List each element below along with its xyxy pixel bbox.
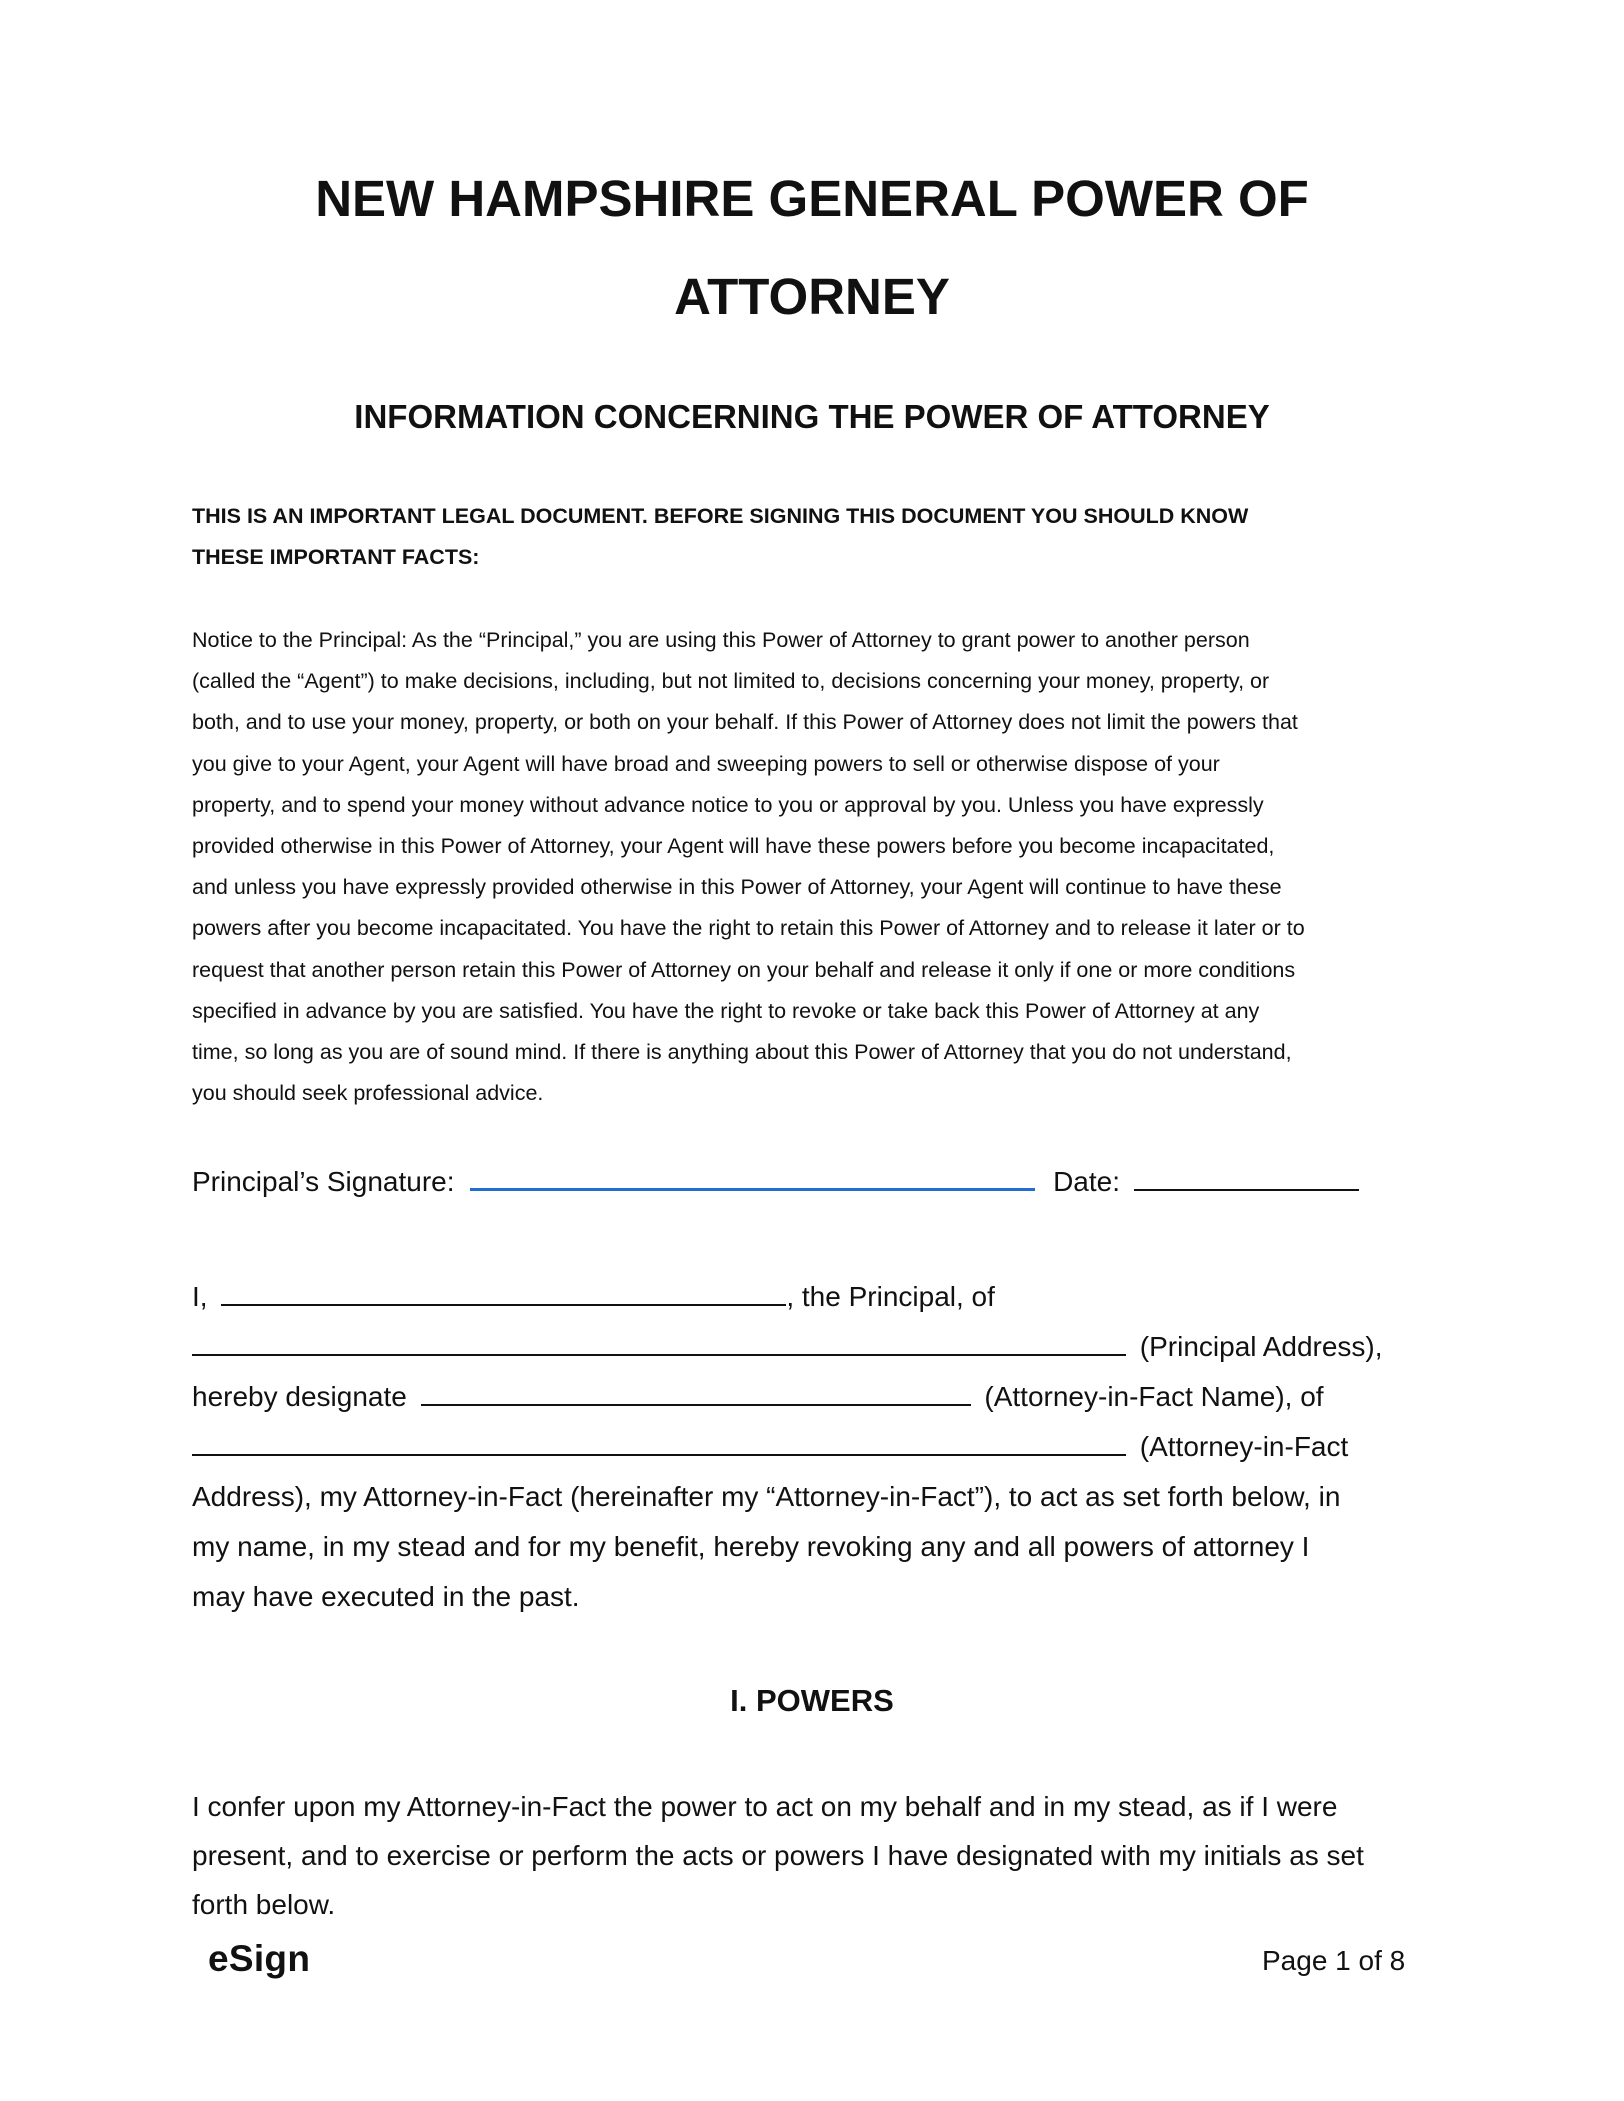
important-warning bbox=[192, 496, 1432, 578]
notice-line: property, and to spend your money without advance notice to you or approval by you. Unless you have expressly bbox=[192, 792, 1264, 817]
attorney-name-field[interactable] bbox=[421, 1382, 971, 1406]
designation-continuation: may have executed in the past. bbox=[192, 1581, 580, 1612]
section-heading-powers: I. POWERS bbox=[730, 1683, 894, 1718]
page-number: Page 1 of 8 bbox=[1262, 1945, 1406, 1976]
notice-line: both, and to use your money, property, or both on your behalf. If this Power of Attorney does not limit the powers that bbox=[192, 710, 1298, 735]
designation-line-2 bbox=[192, 1331, 1383, 1363]
esign-logo: eSign bbox=[208, 1938, 311, 1979]
notice-line: powers after you become incapacitated. You have the right to retain this Power of Attorney and to release it later or to bbox=[192, 916, 1305, 941]
notice-line: you give to your Agent, your Agent will have broad and sweeping powers to sell or otherwise dispose of your bbox=[192, 751, 1220, 776]
notice-line: request that another person retain this Power of Attorney on your behalf and release it only if one or more conditions bbox=[192, 957, 1296, 982]
attorney-address-field[interactable] bbox=[192, 1432, 1126, 1456]
warning-line: THESE IMPORTANT FACTS: bbox=[192, 545, 480, 569]
designation-continuation: Address), my Attorney-in-Fact (hereinafter my “Attorney-in-Fact”), to act as set forth below, in bbox=[192, 1481, 1341, 1512]
document-title-line-2: ATTORNEY bbox=[674, 268, 950, 325]
attorney-name-label: (Attorney-in-Fact Name), of bbox=[984, 1381, 1324, 1412]
hereby-designate-text: hereby designate bbox=[192, 1381, 407, 1412]
i-prefix: I, bbox=[192, 1281, 208, 1312]
notice-line: time, so long as you are of sound mind. If there is anything about this Power of Attorney that you do not understand, bbox=[192, 1040, 1292, 1065]
powers-paragraph-line: I confer upon my Attorney-in-Fact the power to act on my behalf and in my stead, as if I were bbox=[192, 1791, 1338, 1822]
principal-address-field[interactable] bbox=[192, 1332, 1126, 1356]
designation-line-3 bbox=[192, 1381, 1324, 1413]
principal-address-label: (Principal Address), bbox=[1139, 1331, 1383, 1362]
document-subtitle: INFORMATION CONCERNING THE POWER OF ATTORNEY bbox=[354, 398, 1270, 435]
notice-to-principal bbox=[192, 620, 1432, 1114]
date-label: Date: bbox=[1053, 1166, 1121, 1197]
powers-paragraph-line: present, and to exercise or perform the acts or powers I have designated with my initials as set bbox=[192, 1840, 1364, 1871]
powers-paragraph-line: forth below. bbox=[192, 1889, 336, 1920]
principal-signature-label: Principal’s Signature: bbox=[192, 1166, 455, 1197]
notice-line: (called the “Agent”) to make decisions, including, but not limited to, decisions concerning your money, property, or bbox=[192, 669, 1270, 694]
notice-line: provided otherwise in this Power of Attorney, your Agent will have these powers before you become incapacitated, bbox=[192, 834, 1275, 859]
principal-of-text: , the Principal, of bbox=[786, 1281, 995, 1312]
signature-row bbox=[192, 1166, 1359, 1198]
designation-line-1 bbox=[192, 1281, 995, 1313]
notice-line: you should seek professional advice. bbox=[192, 1081, 544, 1106]
attorney-address-label: (Attorney-in-Fact bbox=[1139, 1431, 1349, 1462]
principal-signature-field[interactable] bbox=[470, 1166, 1035, 1191]
designation-line-4 bbox=[192, 1431, 1348, 1463]
warning-line: THIS IS AN IMPORTANT LEGAL DOCUMENT. BEFORE SIGNING THIS DOCUMENT YOU SHOULD KNOW bbox=[192, 504, 1249, 528]
principal-name-field[interactable] bbox=[221, 1282, 786, 1306]
designation-continuation: my name, in my stead and for my benefit, hereby revoking any and all powers of attorney I bbox=[192, 1531, 1310, 1562]
signature-date-field[interactable] bbox=[1134, 1167, 1359, 1191]
notice-line: Notice to the Principal: As the “Principal,” you are using this Power of Attorney to grant power to another person bbox=[192, 628, 1250, 652]
notice-line: specified in advance by you are satisfied. You have the right to revoke or take back this Power of Attorney at any bbox=[192, 998, 1260, 1023]
notice-line: and unless you have expressly provided otherwise in this Power of Attorney, your Agent will continue to have these bbox=[192, 875, 1282, 900]
document-title-line-1: NEW HAMPSHIRE GENERAL POWER OF bbox=[315, 170, 1309, 227]
